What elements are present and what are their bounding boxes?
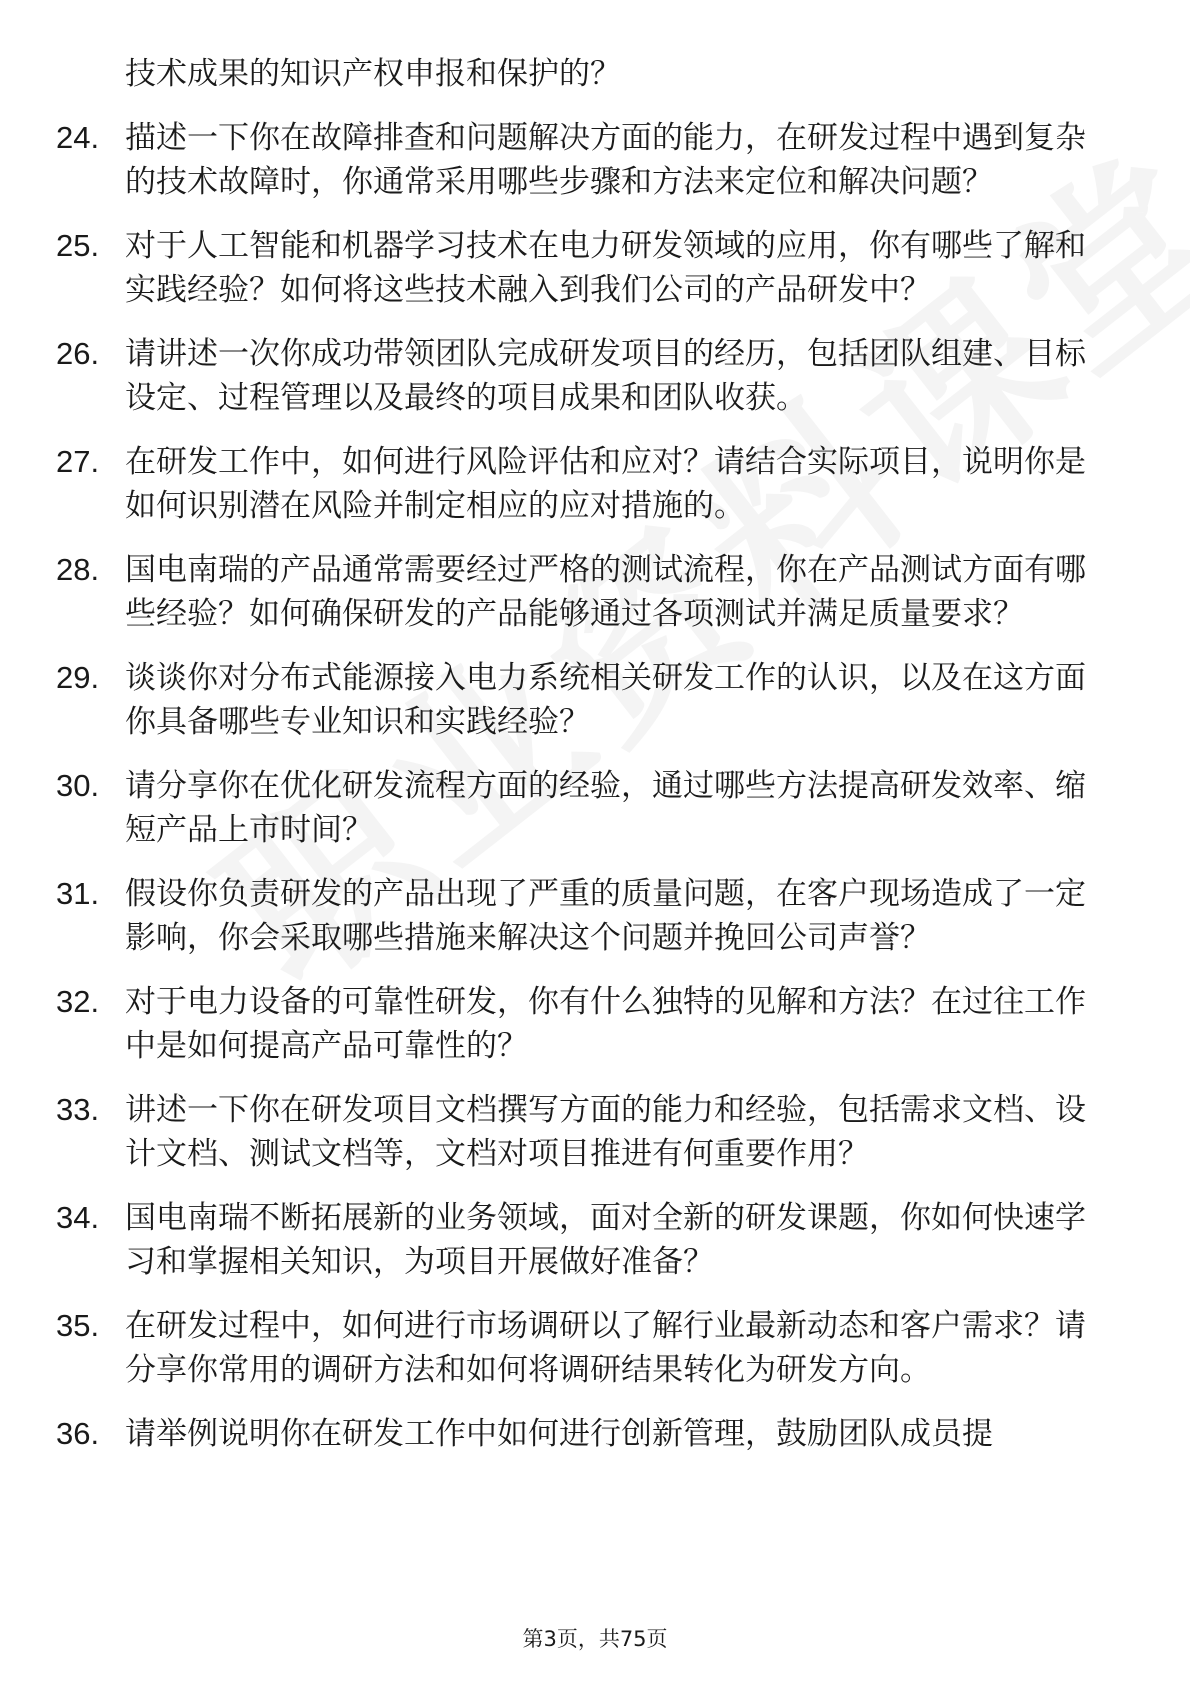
page-footer: 第3页，共75页	[522, 1627, 668, 1651]
continuation-text: 技术成果的知识产权申报和保护的？	[125, 56, 621, 92]
question-number: 28.	[56, 552, 100, 587]
question-number: 27.	[56, 444, 100, 479]
question-item	[56, 440, 1116, 528]
question-item	[56, 872, 1116, 960]
question-number: 31.	[56, 876, 100, 911]
question-text: 在研发过程中，如何进行市场调研以了解行业最新动态和客户需求？请分享你常用的调研方法和如何将调研结果转化为研发方向。	[125, 1308, 1086, 1388]
question-number: 26.	[56, 336, 100, 371]
question-item	[56, 764, 1116, 852]
question-number: 35.	[56, 1308, 100, 1343]
question-item	[56, 980, 1116, 1068]
question-text: 请讲述一次你成功带领团队完成研发项目的经历，包括团队组建、目标设定、过程管理以及最终的项目成果和团队收获。	[125, 336, 1086, 416]
question-text: 对于人工智能和机器学习技术在电力研发领域的应用，你有哪些了解和实践经验？如何将这些技术融入到我们公司的产品研发中？	[125, 228, 1086, 308]
question-item	[56, 332, 1116, 420]
question-item	[56, 1304, 1116, 1392]
question-text: 国电南瑞的产品通常需要经过严格的测试流程，你在产品测试方面有哪些经验？如何确保研发的产品能够通过各项测试并满足质量要求？	[125, 552, 1086, 632]
question-item	[56, 656, 1116, 744]
question-item	[56, 224, 1116, 312]
question-number: 32.	[56, 984, 100, 1019]
question-item	[56, 116, 1116, 204]
question-item	[56, 1088, 1116, 1176]
question-number: 33.	[56, 1092, 100, 1127]
question-text: 在研发工作中，如何进行风险评估和应对？请结合实际项目，说明你是如何识别潜在风险并制定相应的应对措施的。	[125, 444, 1086, 524]
question-number: 34.	[56, 1200, 100, 1235]
question-number: 24.	[56, 120, 100, 155]
question-text: 描述一下你在故障排查和问题解决方面的能力，在研发过程中遇到复杂的技术故障时，你通常采用哪些步骤和方法来定位和解决问题？	[125, 120, 1086, 200]
question-text: 国电南瑞不断拓展新的业务领域，面对全新的研发课题，你如何快速学习和掌握相关知识，为项目开展做好准备？	[125, 1200, 1086, 1280]
question-text: 假设你负责研发的产品出现了严重的质量问题，在客户现场造成了一定影响，你会采取哪些措施来解决这个问题并挽回公司声誉？	[125, 876, 1086, 956]
question-item	[56, 1196, 1116, 1284]
question-number: 36.	[56, 1416, 100, 1451]
question-item	[56, 1412, 1116, 1456]
question-text: 请分享你在优化研发流程方面的经验，通过哪些方法提高研发效率、缩短产品上市时间？	[125, 768, 1086, 848]
question-number: 29.	[56, 660, 100, 695]
question-number: 30.	[56, 768, 100, 803]
question-text: 请举例说明你在研发工作中如何进行创新管理，鼓励团队成员提	[125, 1416, 993, 1452]
question-item	[56, 548, 1116, 636]
question-text: 讲述一下你在研发项目文档撰写方面的能力和经验，包括需求文档、设计文档、测试文档等，文档对项目推进有何重要作用？	[125, 1092, 1086, 1172]
question-list	[56, 52, 1116, 1476]
question-text: 对于电力设备的可靠性研发，你有什么独特的见解和方法？在过往工作中是如何提高产品可靠性的？	[125, 984, 1086, 1064]
question-text: 谈谈你对分布式能源接入电力系统相关研发工作的认识，以及在这方面你具备哪些专业知识和实践经验？	[125, 660, 1086, 740]
question-number: 25.	[56, 228, 100, 263]
